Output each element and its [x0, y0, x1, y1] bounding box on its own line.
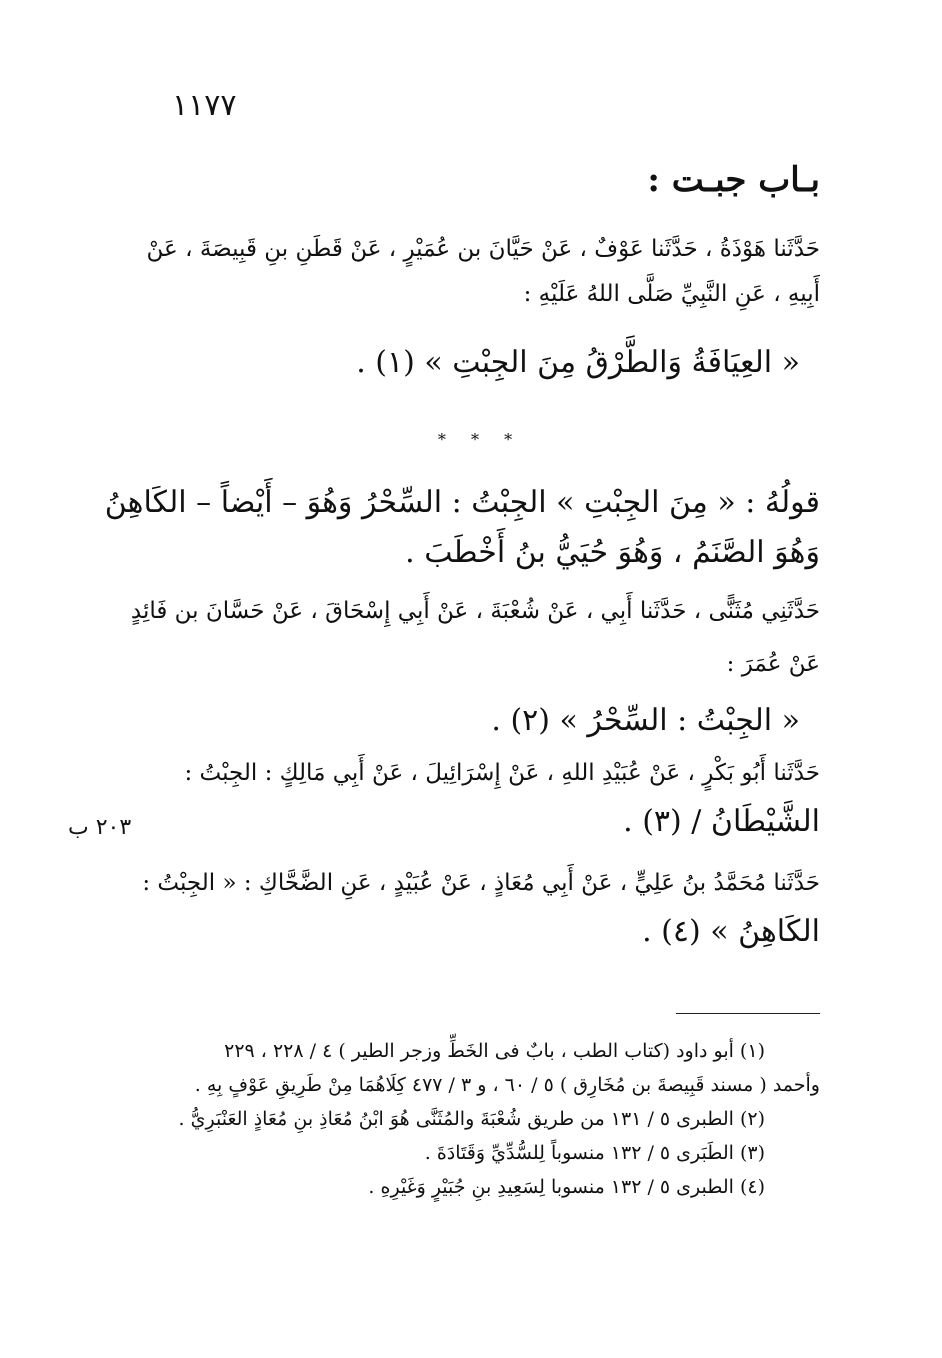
- hadith-3-line-1: حَدَّثَنا أَبُو بَكْرٍ ، عَنْ عُبَيْدِ اللهِ ، عَنْ إِسْرَائِيلَ ، عَنْ أَبِي مَالِكٍ : الجِبْتُ :: [184, 760, 820, 786]
- footnotes: [140, 1040, 820, 1210]
- hadith-3-line-2: الشَّيْطَانُ / (٣) .: [623, 804, 820, 839]
- footnote-3: (٣) الطَبَرى ٥ / ١٣٢ منسوباً لِلسُّدِّيِّ وَقَتَادَةَ .: [424, 1142, 765, 1164]
- footnote-divider: [676, 1013, 820, 1014]
- hadith-2-line-2: عَنْ عُمَرَ :: [726, 651, 820, 677]
- hadith-3: [140, 762, 820, 837]
- hadith-4: [140, 872, 820, 947]
- hadith-1-line-1: حَدَّثَنا هَوْذَةُ ، حَدَّثَنا عَوْفٌ ، عَنْ حَيَّانَ بن عُمَيْرٍ ، عَنْ قَطَنِ بنِ قَبِيصَةَ ، عَنْ: [146, 236, 820, 262]
- chapter-title: بـاب جبـت :: [647, 160, 820, 200]
- footnote-4: (٤) الطبرى ٥ / ١٣٢ منسوبا لِسَعِيدِ بنِ جُبَيْرٍ وَغَيْرِهِ .: [368, 1176, 765, 1198]
- hadith-1-text: « العِيَافَةُ وَالطَّرْقُ مِنَ الجِبْتِ » (١) .: [356, 345, 800, 380]
- hadith-2-text: « الجِبْتُ : السِّحْرُ » (٢) .: [491, 703, 800, 738]
- hadith-1-isnad: [140, 238, 820, 306]
- section-separator: * * *: [437, 430, 523, 449]
- page-number: ١١٧٧: [172, 88, 237, 123]
- commentary-line-2: وَهُوَ الصَّنَمُ ، وَهُوَ حُيَيُّ بنُ أَخْطَبَ .: [405, 535, 820, 570]
- hadith-4-line-2: الكَاهِنُ » (٤) .: [642, 914, 820, 949]
- manuscript-folio-note: ٢٠٣ ب: [68, 815, 132, 840]
- hadith-2-line-1: حَدَّثَنِي مُثَنًّى ، حَدَّثَنا أَبِي ، عَنْ شُعْبَةَ ، عَنْ أَبِي إِسْحَاقَ ، عَنْ حَسَّانَ بن فَائِدٍ: [130, 598, 820, 624]
- hadith-2-isnad: [130, 598, 820, 677]
- footnote-2: (٢) الطبرى ٥ / ١٣١ من طريق شُعْبَةَ والمُثَنَّى هُوَ ابْنُ مُعَاذِ بنِ مُعَاذٍ العَنْبَرِيُّ .: [178, 1108, 765, 1130]
- commentary-line-1: قولُهُ : « مِنَ الجِبْتِ » الجِبْتُ : السِّحْرُ وَهُوَ – أَيْضاً – الكَاهِنُ: [104, 485, 820, 520]
- footnote-1: (١) أبو داود (كتاب الطب ، بابٌ فى الخَطِّ وزجر الطير ) ٤ / ٢٢٨ ، ٢٢٩: [224, 1040, 765, 1062]
- footnote-1-continued: وأحمد ( مسند قَبِيصةَ بن مُخَارِق ) ٥ / ٦٠ ، و ٣ / ٤٧٧ كِلَاهُمَا مِنْ طَرِيقِ عَوْفٍ بِهِ .: [194, 1074, 820, 1096]
- hadith-4-line-1: حَدَّثَنا مُحَمَّدُ بنُ عَلِيٍّ ، عَنْ أَبِي مُعَاذٍ ، عَنْ عُبَيْدٍ ، عَنِ الضَّحَّاكِ : « الجِبْتُ :: [142, 870, 820, 896]
- hadith-1-line-2: أَبِيهِ ، عَنِ النَّبِيِّ صَلَّى اللهُ عَلَيْهِ :: [523, 281, 820, 307]
- commentary: [104, 485, 820, 570]
